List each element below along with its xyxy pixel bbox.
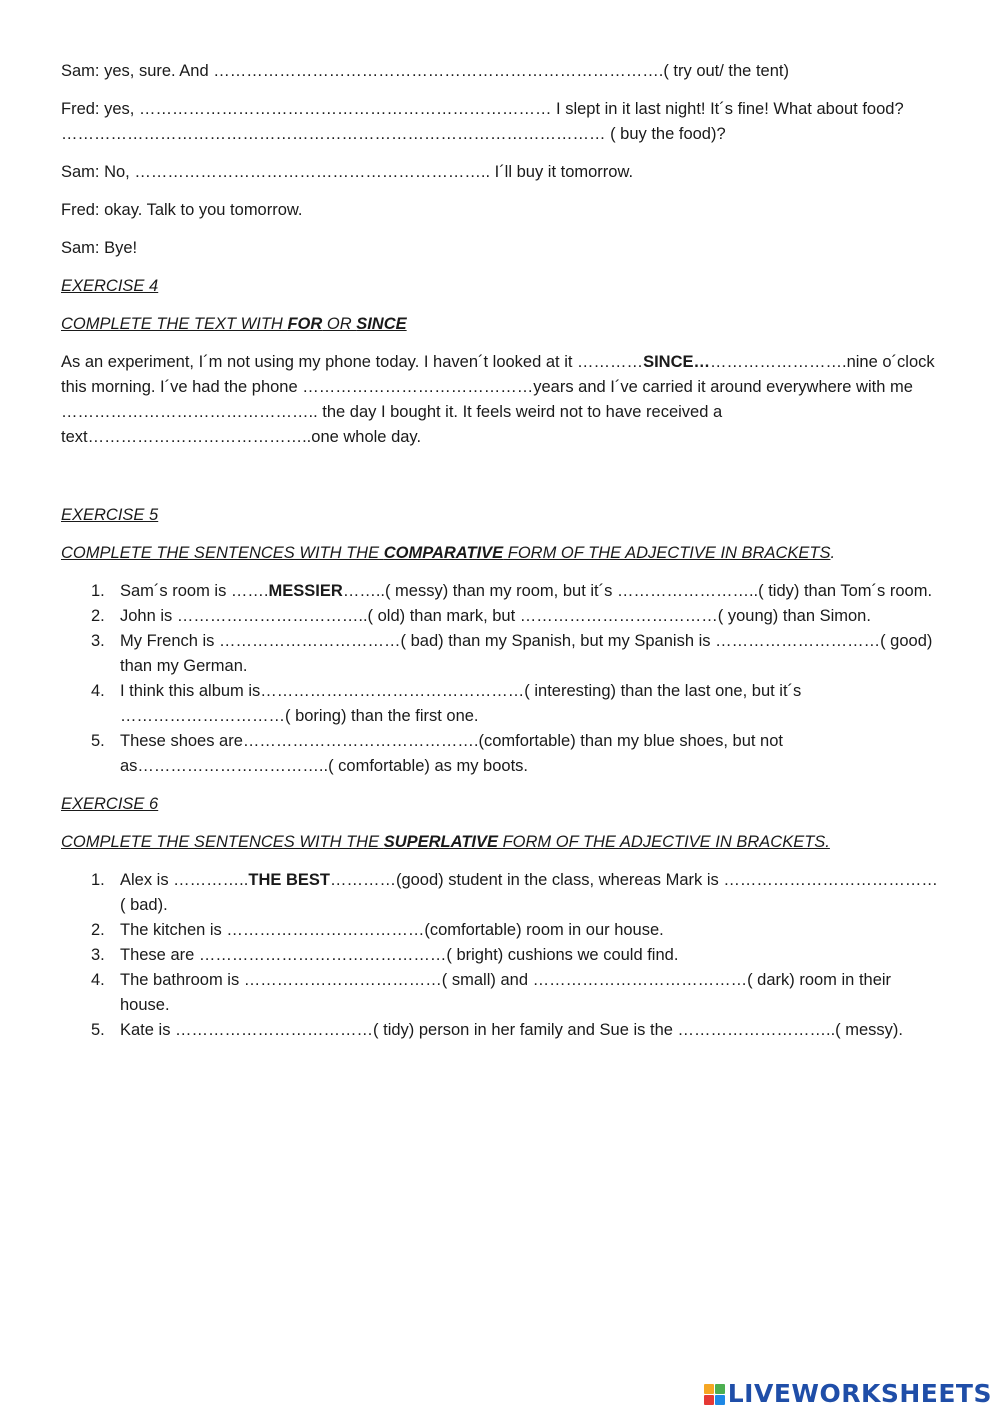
dialogue [61,59,941,261]
dialogue-line [61,160,941,185]
item-number: 4. [91,682,105,700]
list-item [61,629,941,679]
list-item [61,579,941,604]
item-text: Alex is ………….. [120,871,249,889]
logo-block [715,1384,725,1394]
item-number: 4. [91,971,105,989]
item-text: John is ……………………………..( old) than mark, but ………………………………( young) than Simon. [120,607,871,625]
logo-block [704,1384,714,1394]
exercise-5-list [61,579,941,779]
exercise-6-list [61,868,941,1043]
instruction-keyword: SUPERLATIVE [383,833,498,851]
item-number: 1. [91,871,105,889]
item-text: The bathroom is ………………………………( small) and …………………………………( dark) room in their house. [120,971,892,1014]
dialogue-line [61,59,941,84]
item-text: Kate is ………………………………( tidy) person in her family and Sue is the ………………………..( messy). [120,1021,904,1039]
list-item [61,968,941,1018]
worksheet-page [61,59,941,1056]
item-text: My French is ……………………………( bad) than my Spanish, but my Spanish is …………………………( good) than my German. [120,632,933,675]
instruction-text: COMPLETE THE SENTENCES WITH THE [61,833,384,851]
item-text: I think this album is…………………………………………( interesting) than the last one, but it´s …………………………( boring) than the first one. [120,682,802,725]
item-number: 3. [91,946,105,964]
exercise-4-text [61,350,941,450]
liveworksheets-logo[interactable] [704,1381,992,1407]
exercise-6-title: EXERCISE 6 [61,795,159,813]
item-number: 2. [91,607,105,625]
exercise-6 [61,792,941,1043]
exercise-5-title: EXERCISE 5 [61,506,159,524]
item-text: The kitchen is ………………………………(comfortable) room in our house. [120,921,664,939]
dialogue-text: Fred: yes, ………………………………………………………………… I slept in it last night! It´s fine! What about food? ……………………………………………………………………………………… ( buy the food)? [61,100,904,143]
list-item [61,604,941,629]
item-text: …………(good) student in the class, whereas Mark is …………………………………( bad). [120,871,938,914]
dialogue-line [61,236,941,261]
logo-block [704,1395,714,1405]
list-item [61,729,941,779]
item-text: These shoes are…………………………………….(comfortable) than my blue shoes, but not as……………………………..( comfortable) as my boots. [120,732,783,775]
instruction-text: COMPLETE THE SENTENCES WITH THE [61,544,384,562]
logo-blocks-icon [704,1384,725,1405]
logo-text: LIVEWORKSHEETS [727,1379,992,1408]
spacer [61,463,941,503]
example-answer: MESSIER [268,582,343,600]
exercise-5 [61,503,941,779]
item-text: ……..( messy) than my room, but it´s ……………………..( tidy) than Tom´s room. [342,582,933,600]
item-text: Sam´s room is ……. [120,582,269,600]
list-item [61,868,941,918]
instruction-keyword: COMPARATIVE [383,544,504,562]
list-item [61,1018,941,1043]
instruction-keyword-since: SINCE [356,315,407,333]
item-number: 5. [91,732,105,750]
instruction-text: FORM OF THE ADJECTIVE IN BRACKETS. [498,833,830,851]
exercise-6-instruction [61,830,941,855]
dialogue-text: Fred: okay. Talk to you tomorrow. [61,201,303,219]
dialogue-text: Sam: yes, sure. And ……………………………………………………………………….( try out/ the tent) [61,62,789,80]
example-answer: THE BEST [248,871,330,889]
instruction-text: FORM OF THE ADJECTIVE IN BRACKETS [503,544,831,562]
exercise-5-instruction [61,541,941,566]
dialogue-text: Sam: No, ……………………………………………………….. I´ll buy it tomorrow. [61,163,634,181]
list-item [61,679,941,729]
item-number: 3. [91,632,105,650]
dialogue-line [61,97,941,147]
exercise-4 [61,274,941,450]
exercise-4-instruction [61,312,941,337]
item-number: 2. [91,921,105,939]
item-text: These are ………………………………………( bright) cushions we could find. [120,946,679,964]
text-segment: …………………….nine o´clock this morning. I´ve had the phone ……………………………………years and I´ve carried it around everywhere with me ……………………………………….. the day I bought it. It feels weird not to have received a text…………………………………..one whole day. [61,353,935,446]
text-segment: As an experiment, I´m not using my phone today. I haven´t looked at it ………… [61,353,644,371]
exercise-4-title: EXERCISE 4 [61,277,159,295]
item-number: 1. [91,582,105,600]
dialogue-line [61,198,941,223]
example-answer: SINCE… [643,353,710,371]
list-item [61,943,941,968]
instruction-text: OR [322,315,357,333]
instruction-text: COMPLETE THE TEXT WITH [61,315,288,333]
instruction-keyword-for: FOR [287,315,323,333]
list-item [61,918,941,943]
instruction-text: . [830,544,836,562]
dialogue-text: Sam: Bye! [61,239,138,257]
item-number: 5. [91,1021,105,1039]
logo-block [715,1395,725,1405]
